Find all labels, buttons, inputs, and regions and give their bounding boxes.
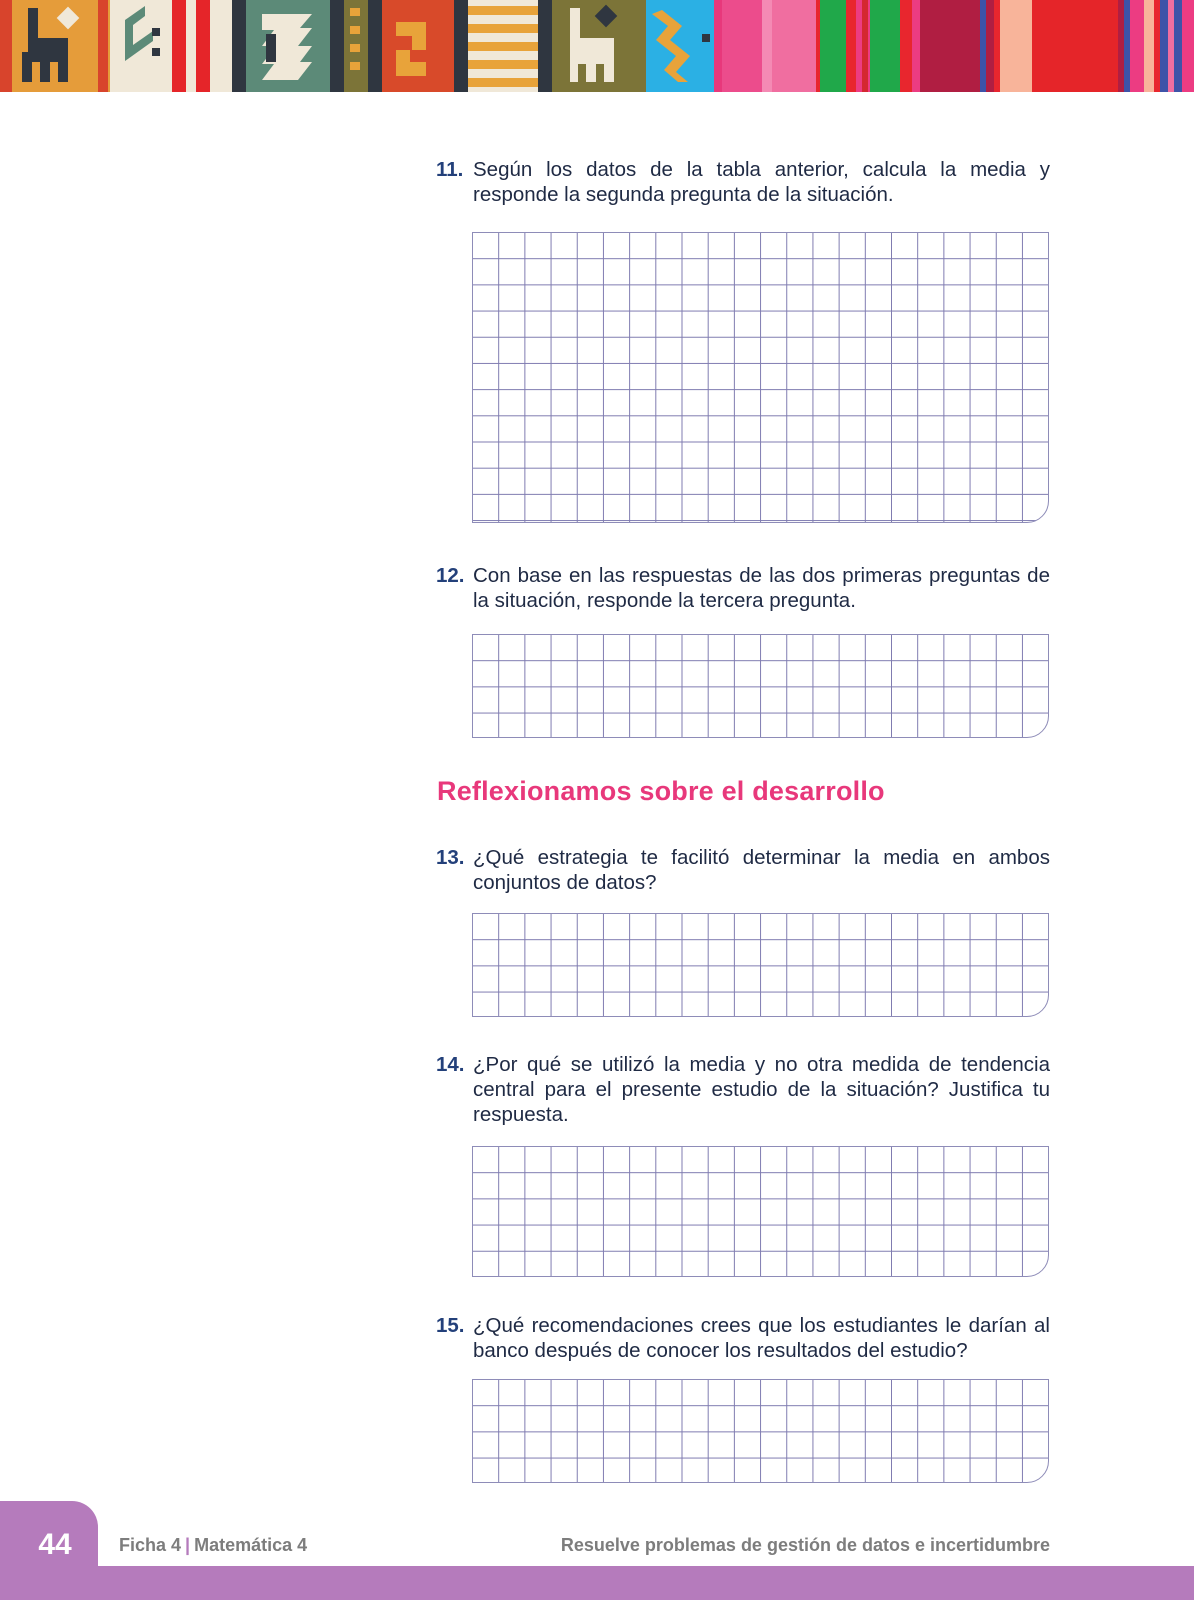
question-number: 13. (436, 846, 465, 869)
section-heading: Reflexionamos sobre el desarrollo (437, 776, 885, 806)
answer-grid-14[interactable] (472, 1146, 1049, 1277)
footer-band (0, 1566, 1194, 1600)
question-12 (436, 563, 1050, 613)
question-text: Con base en las respuestas de las dos primeras preguntas de la situación, responde la tercera pregunta. (473, 564, 1050, 612)
question-text: Según los datos de la tabla anterior, calcula la media y responde la segunda pregunta de la situación. (473, 158, 1050, 206)
footer-subject: Matemática 4 (194, 1535, 308, 1555)
decorative-textile-banner (0, 0, 1194, 92)
question-text: ¿Qué recomendaciones crees que los estudiantes le darían al banco después de conocer los resultados del estudio? (473, 1314, 1050, 1362)
question-13 (436, 845, 1050, 895)
question-14 (436, 1052, 1050, 1127)
answer-grid-12[interactable] (472, 634, 1049, 738)
question-number: 15. (436, 1314, 465, 1337)
answer-grid-11[interactable] (472, 232, 1049, 523)
page-number: 44 (38, 1528, 72, 1561)
question-number: 14. (436, 1053, 465, 1076)
answer-grid-13[interactable] (472, 913, 1049, 1017)
question-text: ¿Por qué se utilizó la media y no otra medida de tendencia central para el presente estudio de la situación? Justifica tu respuesta. (473, 1053, 1050, 1126)
question-number: 11. (436, 158, 464, 181)
question-text: ¿Qué estrategia te facilitó determinar la media en ambos conjuntos de datos? (473, 846, 1050, 894)
answer-grid-15[interactable] (472, 1379, 1049, 1483)
footer-ficha: Ficha 4 (119, 1535, 182, 1555)
question-15 (436, 1313, 1050, 1363)
footer-book-info (119, 1535, 307, 1556)
question-number: 12. (436, 564, 465, 587)
question-11 (436, 157, 1050, 207)
footer-competency: Resuelve problemas de gestión de datos e incertidumbre (560, 1535, 1050, 1555)
footer-separator: | (185, 1535, 191, 1555)
